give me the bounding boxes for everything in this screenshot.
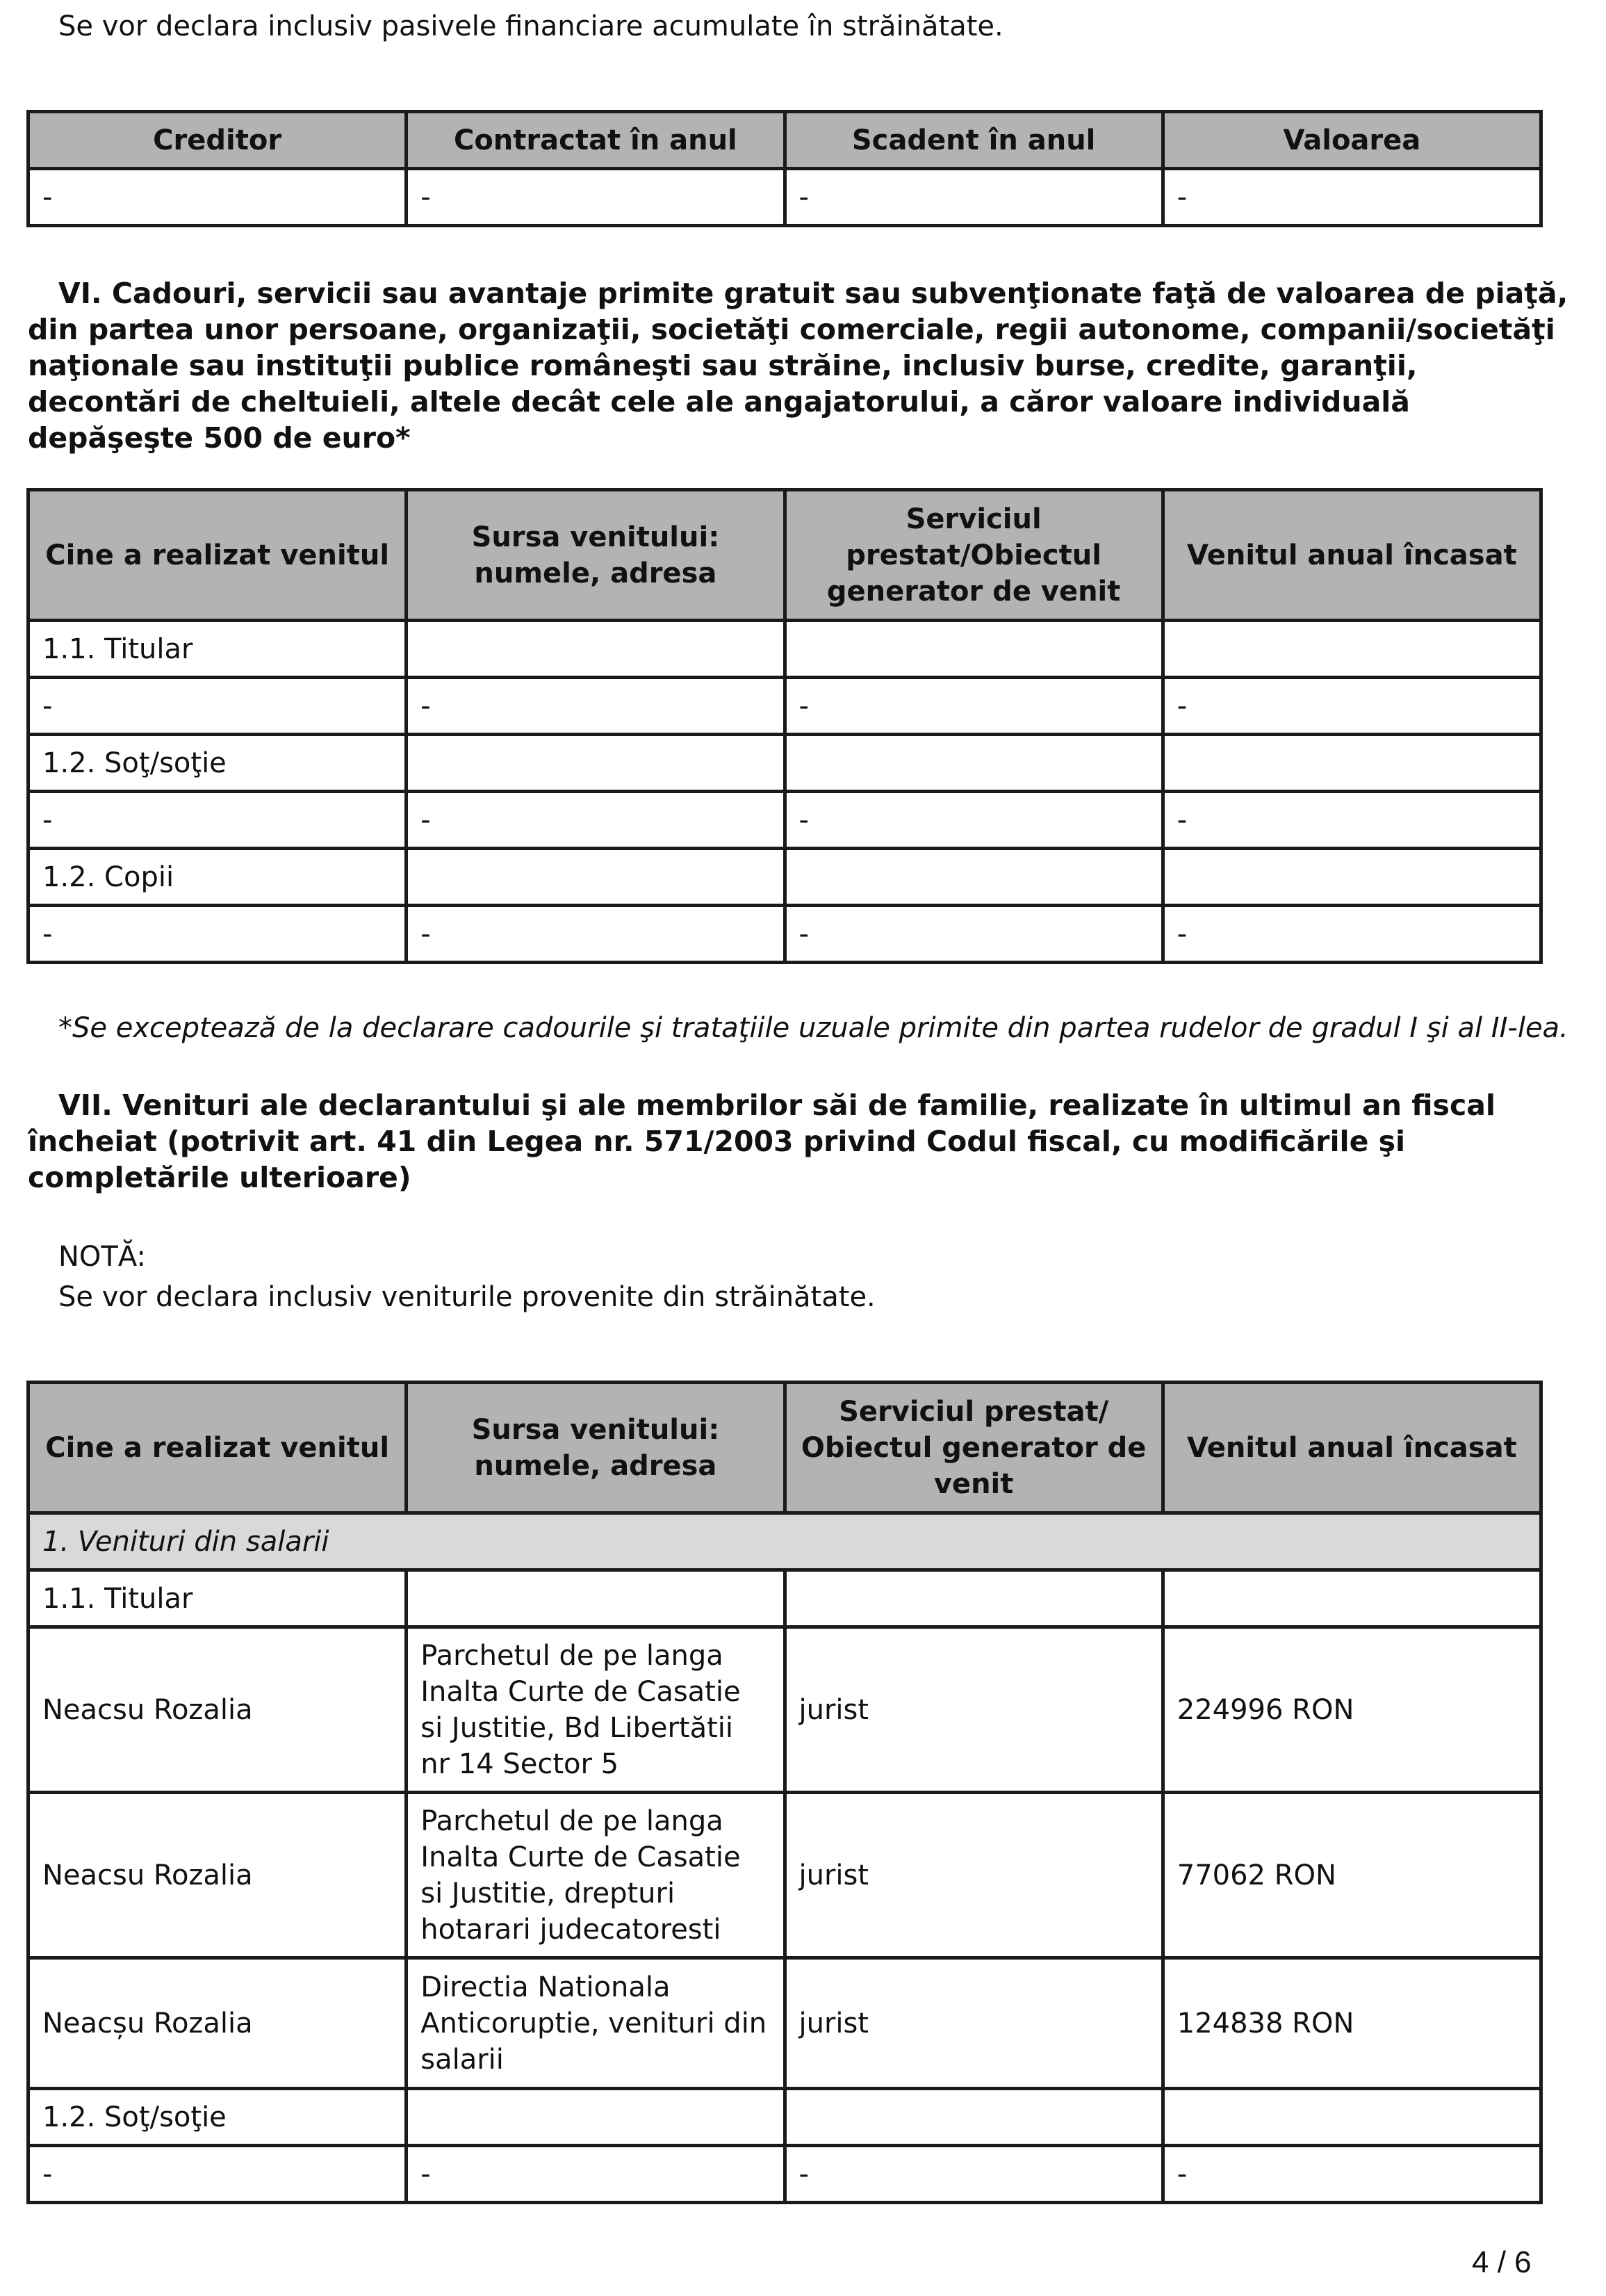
table-header-row — [28, 490, 1541, 621]
cell: - — [785, 2146, 1163, 2203]
cell-source: Directia Nationala Anticoruptie, venituri din salarii — [407, 1958, 785, 2089]
table-row — [28, 849, 1541, 906]
table-row — [28, 792, 1541, 849]
cell-who: Neacsu Rozalia — [28, 1627, 407, 1793]
cell — [407, 2089, 785, 2146]
table-row — [28, 2089, 1541, 2146]
header-creditor: Creditor — [28, 112, 407, 169]
cell: - — [1163, 906, 1541, 963]
cell: - — [28, 2146, 407, 2203]
debts-table — [26, 110, 1543, 227]
row-label-titular: 1.1. Titular — [28, 621, 407, 678]
cell — [407, 735, 785, 792]
cell — [1163, 621, 1541, 678]
cell — [407, 1570, 785, 1627]
cell-income: 224996 RON — [1163, 1627, 1541, 1793]
cell-service: jurist — [785, 1793, 1163, 1958]
cell: - — [785, 906, 1163, 963]
cell — [785, 735, 1163, 792]
cell — [407, 621, 785, 678]
row-label-spouse: 1.2. Soţ/soţie — [28, 735, 407, 792]
header-service: Serviciul prestat/Obiectul generator de venit — [785, 490, 1163, 621]
cell-service: jurist — [785, 1958, 1163, 2089]
table-row — [28, 1627, 1541, 1793]
cell: - — [28, 906, 407, 963]
cell: - — [1163, 169, 1541, 226]
cell: - — [28, 678, 407, 735]
table-header-row — [28, 112, 1541, 169]
header-valoarea: Valoarea — [1163, 112, 1541, 169]
section-vi-title: VI. Cadouri, servicii sau avantaje primite gratuit sau subvenţionate faţă de valoarea de piaţă, din partea unor persoane, organizaţii, societăţi comerciale, regii autonome, companii/societăţi naţionale sau instituţii publice româneşti sau străine, inclusiv burse, credite, garanţii, decontări de cheltuieli, altele decât cele ale angajatorului, a căror valoare individuală depăşeşte 500 de euro* — [28, 277, 1568, 455]
cell: - — [1163, 792, 1541, 849]
table-row — [28, 735, 1541, 792]
intro-text: Se vor declara inclusiv pasivele financiare acumulate în străinătate. — [58, 10, 1003, 42]
cell: - — [28, 792, 407, 849]
cell: - — [785, 792, 1163, 849]
row-label-spouse: 1.2. Soţ/soţie — [28, 2089, 407, 2146]
cell: - — [407, 169, 785, 226]
row-label-titular: 1.1. Titular — [28, 1570, 407, 1627]
cell: - — [1163, 678, 1541, 735]
header-who: Cine a realizat venitul — [28, 490, 407, 621]
cell — [785, 849, 1163, 906]
gifts-footnote: *Se exceptează de la declarare cadourile şi trataţiile uzuale primite din partea rudelor de gradul I şi al II-lea. — [58, 1012, 1568, 1044]
table-row — [28, 906, 1541, 963]
page-number: 4 / 6 — [1472, 2245, 1532, 2279]
header-income: Venitul anual încasat — [1163, 1383, 1541, 1513]
subheader-row — [28, 1513, 1541, 1570]
table-header-row — [28, 1383, 1541, 1513]
table-row — [28, 2146, 1541, 2203]
cell — [1163, 2089, 1541, 2146]
table-row — [28, 678, 1541, 735]
header-source: Sursa venitului: numele, adresa — [407, 1383, 785, 1513]
cell-who: Neacsu Rozalia — [28, 1793, 407, 1958]
section-vii-title: VII. Venituri ale declarantului şi ale membrilor săi de familie, realizate în ultimul an fiscal încheiat (potrivit art. 41 din Legea nr. 571/2003 privind Codul fiscal, cu modificările şi completările ulterioare) — [28, 1089, 1496, 1194]
cell — [785, 621, 1163, 678]
cell-income: 124838 RON — [1163, 1958, 1541, 2089]
nota-label: NOTĂ: — [58, 1241, 146, 1273]
header-service: Serviciul prestat/ Obiectul generator de venit — [785, 1383, 1163, 1513]
table-row — [28, 1793, 1541, 1958]
row-label-children: 1.2. Copii — [28, 849, 407, 906]
header-source: Sursa venitului: numele, adresa — [407, 490, 785, 621]
cell: - — [407, 906, 785, 963]
header-contractat: Contractat în anul — [407, 112, 785, 169]
header-scadent: Scadent în anul — [785, 112, 1163, 169]
table-row — [28, 1958, 1541, 2089]
cell-who: Neacșu Rozalia — [28, 1958, 407, 2089]
subheader-salaries: 1. Venituri din salarii — [28, 1513, 1541, 1570]
table-row — [28, 1570, 1541, 1627]
cell: - — [785, 169, 1163, 226]
cell: - — [407, 678, 785, 735]
header-income: Venitul anual încasat — [1163, 490, 1541, 621]
cell: - — [785, 678, 1163, 735]
cell: - — [28, 169, 407, 226]
cell-income: 77062 RON — [1163, 1793, 1541, 1958]
cell — [785, 1570, 1163, 1627]
cell — [1163, 735, 1541, 792]
gifts-table — [26, 488, 1543, 964]
cell: - — [407, 792, 785, 849]
table-row — [28, 169, 1541, 226]
cell — [1163, 1570, 1541, 1627]
table-row — [28, 621, 1541, 678]
cell — [1163, 849, 1541, 906]
cell-source: Parchetul de pe langa Inalta Curte de Casatie si Justitie, Bd Libertătii nr 14 Sector 5 — [407, 1627, 785, 1793]
cell — [407, 849, 785, 906]
cell: - — [1163, 2146, 1541, 2203]
nota-text: Se vor declara inclusiv veniturile provenite din străinătate. — [58, 1281, 876, 1313]
income-table — [26, 1381, 1543, 2204]
cell: - — [407, 2146, 785, 2203]
cell-service: jurist — [785, 1627, 1163, 1793]
cell-source: Parchetul de pe langa Inalta Curte de Casatie si Justitie, drepturi hotarari judecatoresti — [407, 1793, 785, 1958]
cell — [785, 2089, 1163, 2146]
header-who: Cine a realizat venitul — [28, 1383, 407, 1513]
